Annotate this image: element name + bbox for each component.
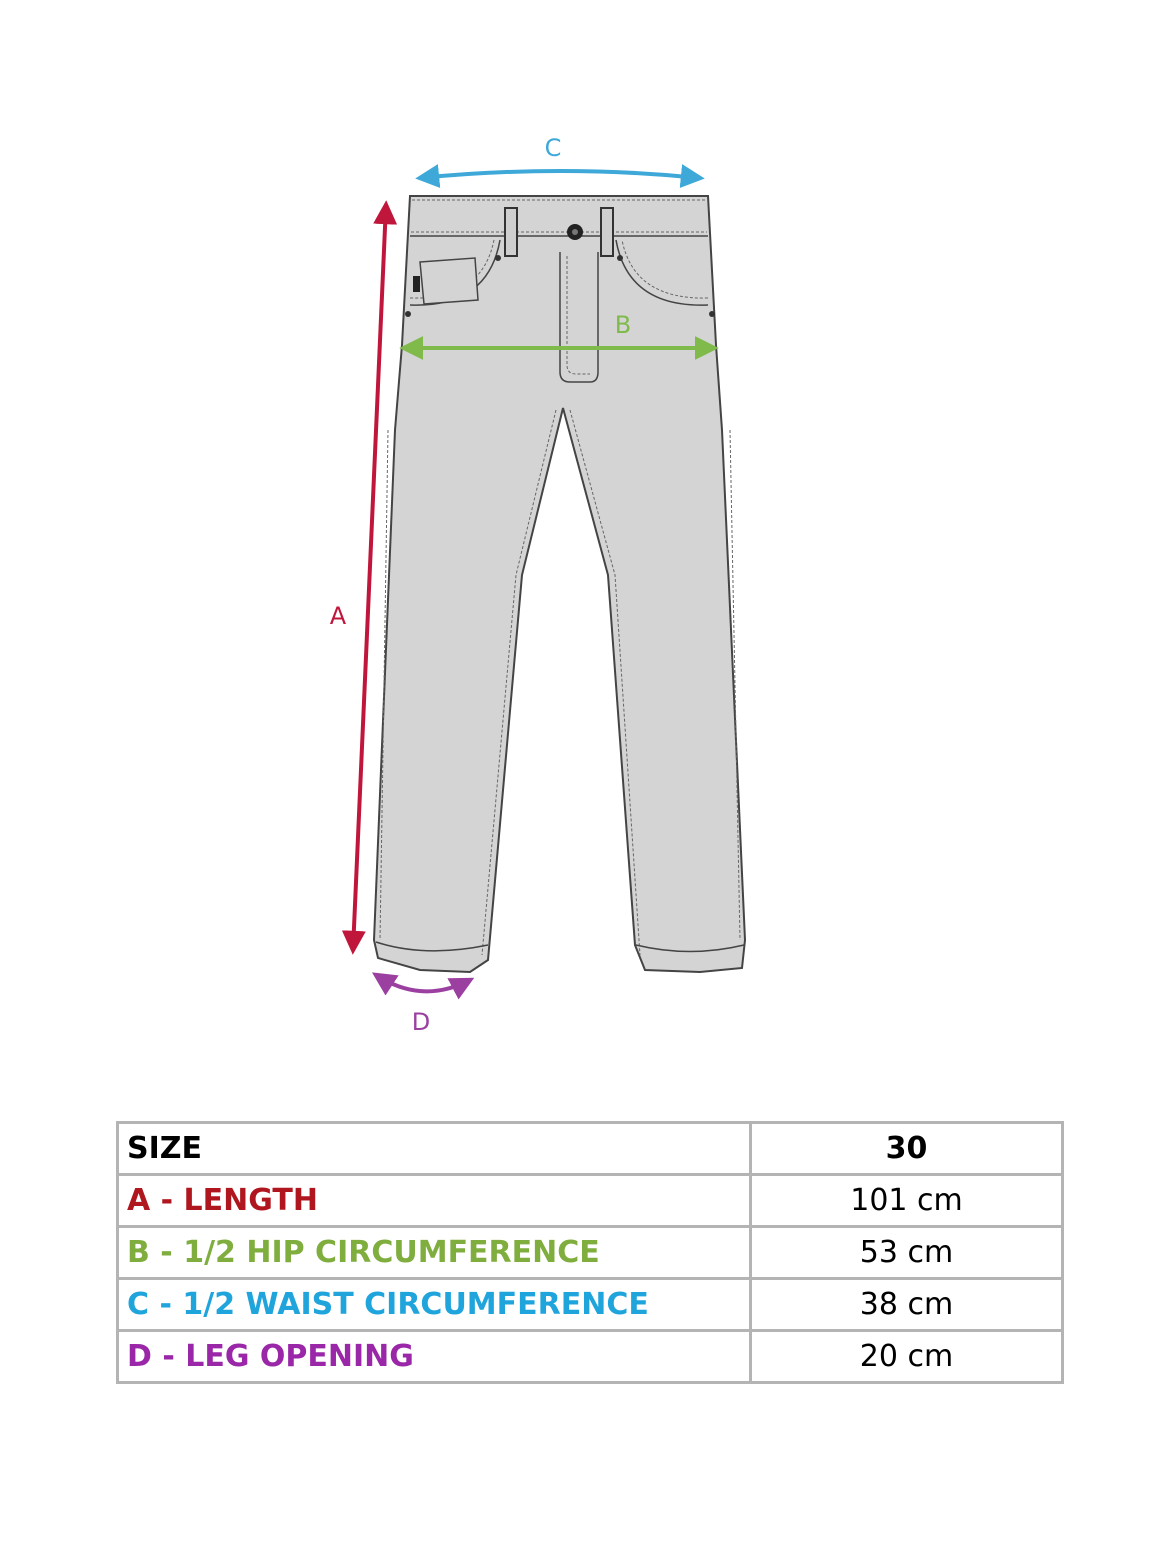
size-heading: SIZE: [118, 1123, 751, 1175]
length-label: A: [329, 602, 347, 630]
hip-label: B: [614, 311, 632, 339]
table-row: [118, 1227, 1063, 1279]
leg-opening-label: D: [411, 1008, 431, 1036]
row-value-length: 101 cm: [751, 1175, 1063, 1227]
row-value-leg-opening: 20 cm: [751, 1331, 1063, 1383]
table-header-row: [118, 1123, 1063, 1175]
row-label-leg-opening: D - LEG OPENING: [118, 1331, 751, 1383]
leg-opening-arrow: [376, 975, 470, 991]
table-row: [118, 1175, 1063, 1227]
size-table: [116, 1121, 1064, 1384]
row-value-waist: 38 cm: [751, 1279, 1063, 1331]
size-value: 30: [751, 1123, 1063, 1175]
table-row: [118, 1279, 1063, 1331]
pants-icon: [374, 196, 745, 972]
waist-arrow: [420, 171, 700, 178]
row-label-waist: C - 1/2 WAIST CIRCUMFERENCE: [118, 1279, 751, 1331]
row-label-length: A - LENGTH: [118, 1175, 751, 1227]
table-row: [118, 1331, 1063, 1383]
waist-label: C: [544, 134, 562, 162]
row-label-hip: B - 1/2 HIP CIRCUMFERENCE: [118, 1227, 751, 1279]
row-value-hip: 53 cm: [751, 1227, 1063, 1279]
